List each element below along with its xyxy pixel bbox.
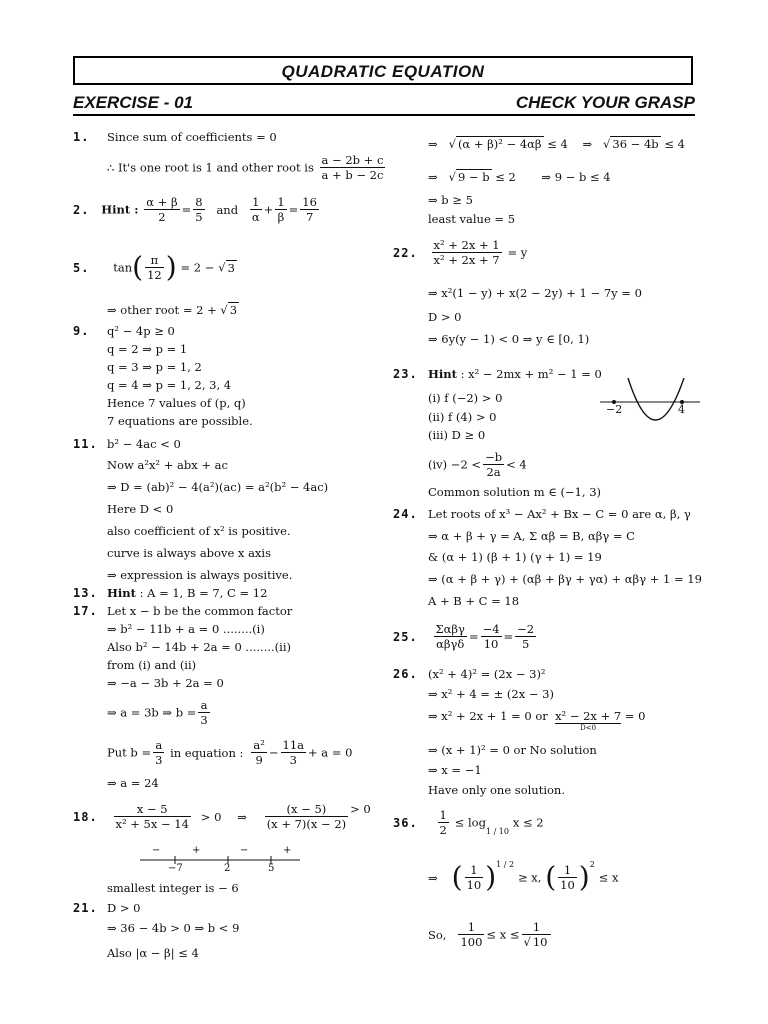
- q36-p1n: 1: [465, 863, 484, 878]
- q36-line2: [428, 860, 618, 892]
- q13-number: 13.: [73, 586, 98, 600]
- r21-sqrt3: 9 − b: [457, 170, 490, 184]
- q17-frac4: [281, 738, 307, 767]
- q17-put: Put b =: [107, 745, 152, 760]
- q21-number: 21.: [73, 901, 98, 915]
- r21-arrow2: ⇒: [582, 137, 593, 151]
- q2-f1n: α + β: [146, 195, 178, 209]
- q9-number: 9.: [73, 324, 90, 338]
- q5-number: 5.: [73, 260, 90, 275]
- q22-line2: ⇒ x²(1 − y) + x(2 − 2y) + 1 − 7y = 0: [428, 286, 642, 300]
- q26-line5: ⇒ x = −1: [428, 763, 482, 777]
- q17-number: 17.: [73, 604, 98, 618]
- q26-l3: ⇒ x² + 2x + 1 = 0 or: [428, 709, 548, 723]
- q1-text: ∴ It's one root is 1 and other root is: [107, 160, 314, 175]
- q36-sfn: 1: [458, 920, 484, 935]
- q17-frac2: [153, 738, 164, 767]
- q22-fd: x² + 2x + 7: [433, 253, 500, 267]
- q24-line5: A + B + C = 18: [428, 594, 520, 608]
- q25-fn: Σαβγ: [435, 622, 465, 636]
- q23-fd: 2a: [486, 465, 501, 479]
- q18-gt2: > 0: [350, 802, 371, 816]
- q23-c4b: < 4: [506, 457, 527, 472]
- q17-ineq: in equation :: [170, 745, 244, 760]
- q36-log-base: 1 / 10: [485, 827, 509, 836]
- q17-tail: + a = 0: [308, 745, 353, 760]
- q2-f3n: 1: [250, 195, 262, 210]
- q17-frac1: [198, 698, 209, 727]
- q24-line2: ⇒ α + β + γ = A, Σ αβ = B, αβγ = C: [428, 529, 635, 543]
- q25-frac1: [434, 622, 467, 651]
- q2-f5d: 7: [305, 210, 314, 224]
- page-title: QUADRATIC EQUATION: [281, 62, 485, 81]
- q17-line2: ⇒ b² − 11b + a = 0 ........(i): [107, 622, 265, 636]
- q24-line3: & (α + 1) (β + 1) (γ + 1) = 19: [428, 550, 602, 564]
- q9-line4: q = 4 ⇒ p = 1, 2, 3, 4: [107, 378, 232, 392]
- q36-p1d: 10: [466, 878, 482, 892]
- q23-cond2: (ii) f (4) > 0: [428, 410, 497, 424]
- q36-sf2n: 1: [522, 920, 552, 935]
- q5-fn: π: [145, 253, 164, 268]
- q2-frac5: [300, 195, 319, 224]
- q17-f1n: a: [198, 698, 209, 713]
- q18-sign-4: +: [283, 845, 292, 856]
- q5-tan: tan: [113, 260, 133, 275]
- r21-line4: least value = 5: [428, 212, 516, 226]
- q2-f4d: β: [277, 210, 285, 224]
- q36-mid2: ≤ x ≤: [486, 927, 520, 942]
- q2-f3d: α: [251, 210, 260, 224]
- q21-also: Also: [107, 946, 132, 960]
- q18-sign-2: +: [192, 845, 201, 856]
- q26-number: 26.: [393, 667, 418, 681]
- q2-frac1: [144, 195, 179, 224]
- q36-p2d: 10: [560, 878, 575, 892]
- q23-parabola: [628, 378, 684, 420]
- q18-f2n: (x − 5): [265, 802, 348, 817]
- q26-l3c: = 0: [624, 709, 646, 723]
- q18-tick-label-3: 5: [268, 863, 275, 874]
- q22-line4: ⇒ 6y(y − 1) < 0 ⇒ y ∈ [0, 1): [428, 332, 590, 346]
- q5-fd: 12: [147, 268, 162, 282]
- q26-line2: ⇒ x² + 4 = ± (2x − 3): [428, 687, 554, 701]
- q11-line2: Now a²x² + abx + ac: [107, 458, 228, 472]
- section-heading: CHECK YOUR GRASP: [515, 93, 695, 112]
- q11-line7: ⇒ expression is always positive.: [107, 568, 293, 582]
- q36-rhs2: x ≤ 2: [512, 815, 544, 830]
- q5-root2: 3: [229, 303, 238, 317]
- q9-line6: 7 equations are possible.: [107, 414, 253, 428]
- q17-line4: from (i) and (ii): [107, 658, 197, 672]
- q36-tail: ≤ x: [598, 870, 619, 885]
- q36-fn: 1: [439, 808, 447, 822]
- q36-frac: [438, 808, 449, 837]
- q11-line6: curve is always above x axis: [107, 546, 271, 560]
- q18-sign-3: −: [240, 845, 249, 856]
- q23-number: 23.: [393, 367, 418, 381]
- q23-cond4: [428, 450, 527, 479]
- q25-frac3: [515, 622, 536, 651]
- r21-t1: ≤ 4: [547, 137, 568, 151]
- q25-f3d: 5: [521, 637, 530, 651]
- q22-rhs: = y: [507, 245, 528, 260]
- q25: [393, 622, 538, 651]
- q36-arrow: ⇒: [428, 870, 438, 885]
- q36-p2n: 1: [558, 863, 577, 878]
- q17-line6: [107, 698, 212, 727]
- q1-line1: Since sum of coefficients = 0: [107, 130, 277, 144]
- q17-line5: ⇒ −a − 3b + 2a = 0: [107, 676, 224, 690]
- q36-sf2d-wrap: √ 10: [523, 935, 548, 949]
- q36-sf2d: 10: [532, 935, 548, 949]
- q2-f2n: 8: [195, 195, 203, 209]
- q36-sfd: 100: [460, 935, 483, 949]
- q26-line1: (x² + 4)² = (2x − 3)²: [428, 667, 546, 681]
- q36-so: So,: [428, 927, 447, 942]
- exercise-heading: EXERCISE - 01: [73, 93, 193, 112]
- q23-cond3: (iii) D ≥ 0: [428, 428, 486, 442]
- q18-frac2: [265, 802, 348, 831]
- q36-log: ≤ log: [454, 815, 486, 830]
- q17-f3d: 9: [255, 753, 263, 767]
- q13-text: : A = 1, B = 7, C = 12: [139, 586, 268, 600]
- q21-line3: [107, 946, 199, 960]
- q18-arrow: ⇒: [237, 809, 247, 824]
- q23-graph-label-right: 4: [678, 403, 685, 416]
- q11-line4: Here D < 0: [107, 502, 174, 516]
- q21-line2: ⇒ 36 − 4b > 0 ⇒ b < 9: [107, 921, 240, 935]
- q2-frac3: [250, 195, 262, 224]
- q17-minus: −: [268, 745, 279, 760]
- q36-lparen1: (: [451, 860, 463, 894]
- q25-frac2: [481, 622, 502, 651]
- q17-frac3: [251, 738, 266, 767]
- q2-hint: Hint :: [101, 202, 139, 217]
- title-box: [73, 56, 693, 85]
- q17-f2n: a: [153, 738, 164, 753]
- q1-line2: [107, 153, 387, 182]
- q26-underbrace-expr: x² − 2x + 7: [555, 709, 622, 723]
- q2-f5n: 16: [302, 195, 317, 209]
- q25-f2n: −4: [482, 622, 500, 636]
- q17-line1: Let x − b be the common factor: [107, 604, 293, 618]
- q2-f4n: 1: [277, 195, 285, 209]
- q25-number: 25.: [393, 629, 418, 644]
- q2-frac4: [275, 195, 286, 224]
- q17-line8: ⇒ a = 24: [107, 776, 159, 790]
- r21-t2: ≤ 4: [664, 137, 685, 151]
- q21-abs: |α − β| ≤ 4: [135, 946, 199, 960]
- q2-eq1: =: [181, 202, 192, 217]
- q18-tick-label-2: 2: [224, 863, 231, 874]
- r21-sqrt1: (α + β)² − 4αβ: [457, 137, 542, 151]
- q11-number: 11.: [73, 437, 98, 451]
- r21-arrow3: ⇒: [428, 170, 438, 184]
- q22-line3: D > 0: [428, 310, 462, 324]
- q17-f4d: 3: [289, 753, 297, 767]
- q36-sfrac1: [458, 920, 484, 949]
- q1-frac-num: a − 2b + c: [321, 153, 384, 167]
- q36-exp1: 1 / 2: [496, 860, 515, 869]
- q36: [393, 808, 544, 837]
- q13-hint: Hint: [107, 586, 136, 600]
- q9-line1: q² − 4p ≥ 0: [107, 324, 175, 338]
- q17-l6: ⇒ a = 3b ⇒ b =: [107, 705, 197, 720]
- q17-f3n: a²: [253, 738, 265, 752]
- q18-number: 18.: [73, 809, 98, 824]
- q36-rparen2: ): [578, 860, 590, 894]
- q23-cond1: (i) f (−2) > 0: [428, 391, 503, 405]
- q23-line1: [428, 367, 602, 381]
- q36-lparen2: (: [545, 860, 557, 894]
- q18-f1n: x − 5: [114, 802, 191, 817]
- q25-f3n: −2: [517, 622, 535, 636]
- q36-rparen1: ): [485, 860, 497, 894]
- q2-f1d: 2: [158, 210, 166, 224]
- q23-line5: Common solution m ∈ (−1, 3): [428, 485, 601, 499]
- q25-fd: αβγδ: [436, 637, 465, 651]
- q17-f4n: 11a: [282, 738, 305, 752]
- q25-eq2: =: [503, 629, 514, 644]
- q22: [393, 238, 527, 267]
- q5-l2: ⇒ other root = 2 +: [107, 303, 217, 317]
- q23-frac: [483, 450, 504, 479]
- q1-frac-den: a + b − 2c: [321, 168, 384, 182]
- q5-line2: ⇒ other root = 2 + √ 3: [107, 303, 238, 317]
- q23-hint: Hint: [428, 367, 457, 381]
- q18-tick-label-1: −7: [168, 863, 183, 874]
- q18-line2: smallest integer is − 6: [107, 881, 239, 895]
- q22-fn: x² + 2x + 1: [433, 238, 500, 252]
- r21-line2: ⇒ √ 9 − b ≤ 2 ⇒ 9 − b ≤ 4: [428, 170, 611, 184]
- q18-gt1: > 0: [200, 809, 222, 824]
- q26-line3: [428, 709, 645, 733]
- q22-frac: [432, 238, 502, 267]
- q18-sign-1: −: [152, 845, 161, 856]
- q36-pfrac2: [558, 863, 577, 892]
- q2-plus: +: [263, 202, 274, 217]
- q2-frac2: [193, 195, 204, 224]
- q25-f2d: 10: [483, 637, 499, 651]
- q24-line1: Let roots of x³ − Ax² + Bx − C = 0 are α, β, γ: [428, 507, 691, 521]
- q36-fd: 2: [439, 823, 447, 837]
- q9-line2: q = 2 ⇒ p = 1: [107, 342, 188, 356]
- q26-line4: ⇒ (x + 1)² = 0 or No solution: [428, 743, 597, 757]
- q11-line3: ⇒ D = (ab)² − 4(a²)(ac) = a²(b² − 4ac): [107, 480, 329, 494]
- r21-line1: ⇒ √ (α + β)² − 4αβ ≤ 4 ⇒ √ 36 − 4b ≤ 4: [428, 137, 685, 151]
- q11-line5: also coefficient of x² is positive.: [107, 524, 291, 538]
- q18-frac1: [114, 802, 191, 831]
- q36-mid: ≥ x,: [517, 870, 542, 885]
- q2-f2d: 5: [195, 210, 203, 224]
- q9-line3: q = 3 ⇒ p = 1, 2: [107, 360, 202, 374]
- q18-f2d: (x + 7)(x − 2): [266, 817, 347, 831]
- q17-f2d: 3: [155, 753, 163, 767]
- q5-rhs: = 2 −: [180, 260, 215, 275]
- q5-lparen: (: [132, 250, 144, 284]
- q2-and: and: [216, 202, 239, 217]
- q5-root: 3: [227, 260, 235, 275]
- q25-eq1: =: [468, 629, 479, 644]
- q26-line6: Have only one solution.: [428, 783, 565, 797]
- q36-sfrac2: [522, 920, 552, 949]
- q23-graph-label-left: −2: [606, 403, 623, 416]
- q5: 5. tan( $\frac{\pi}{12}$ ) = 2 − √ 3: [73, 250, 235, 284]
- q18-f1d: x² + 5x − 14: [115, 817, 189, 831]
- q17-line3: Also b² − 14b + 2a = 0 ........(ii): [107, 640, 291, 654]
- q23-parabola-graph: [600, 372, 700, 432]
- q9-line5: Hence 7 values of (p, q): [107, 396, 246, 410]
- q26-brace-label: D<0: [580, 724, 597, 732]
- q24-number: 24.: [393, 507, 418, 521]
- q21-line1: D > 0: [107, 901, 141, 915]
- q23-c4a: (iv) −2 <: [428, 457, 482, 472]
- q2-number: 2.: [73, 202, 90, 217]
- q17-f1d: 3: [200, 713, 208, 727]
- q5-frac: [145, 253, 164, 282]
- q18-sign-line: [140, 846, 300, 876]
- header-rule: [73, 114, 695, 116]
- q2: [73, 195, 321, 224]
- q23-text: : x² − 2mx + m² − 1 = 0: [460, 367, 602, 381]
- q1-number: 1.: [73, 130, 90, 144]
- q24-line4: ⇒ (α + β + γ) + (αβ + βγ + γα) + αβγ + 1 = 19: [428, 572, 702, 586]
- q17-line7: [107, 738, 352, 767]
- q2-eq2: =: [288, 202, 299, 217]
- q11-line1: b² − 4ac < 0: [107, 437, 181, 451]
- r21-t3: ≤ 2: [495, 170, 516, 184]
- r21-arrow1: ⇒: [428, 137, 438, 151]
- q18: [73, 802, 371, 831]
- q36-pfrac1: [465, 863, 484, 892]
- q1-fraction: [320, 153, 386, 182]
- q23-fn: −b: [485, 450, 503, 464]
- q36-number: 36.: [393, 815, 418, 830]
- r21-a4: ⇒ 9 − b ≤ 4: [541, 170, 611, 184]
- q36-exp2: 2: [589, 860, 595, 869]
- r21-line3: ⇒ b ≥ 5: [428, 193, 473, 207]
- q22-number: 22.: [393, 245, 418, 260]
- r21-sqrt2: 36 − 4b: [612, 137, 659, 151]
- q5-rparen: ): [165, 250, 177, 284]
- q36-line3: [428, 920, 553, 949]
- q13-line: [107, 586, 267, 600]
